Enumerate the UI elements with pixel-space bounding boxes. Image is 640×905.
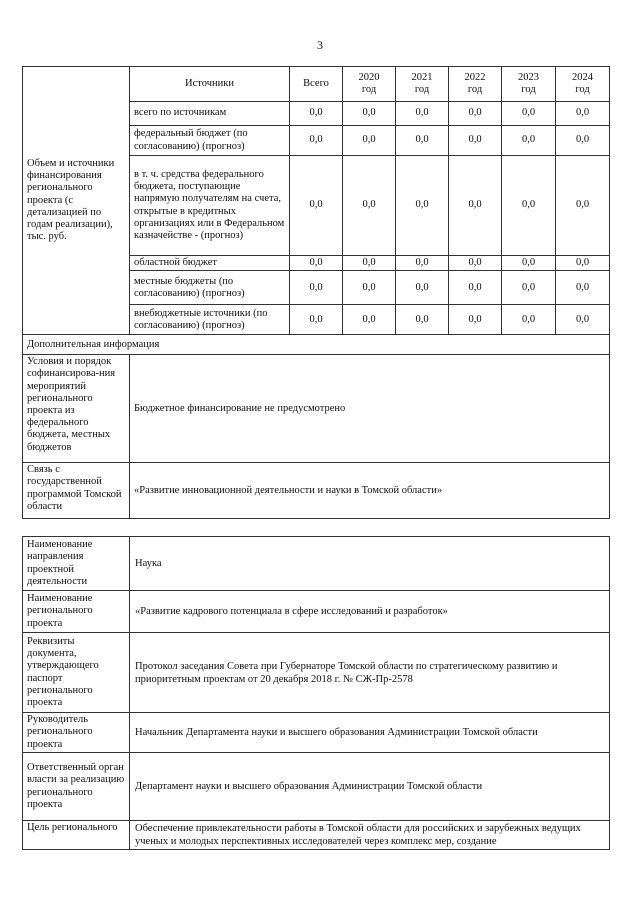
value-cell: 0,0 (449, 126, 502, 156)
table-row (23, 821, 610, 850)
table-row (23, 591, 610, 633)
table-row (23, 537, 610, 591)
table-row (23, 463, 610, 519)
additional-info-title: Дополнительная информация (23, 335, 610, 355)
page-number: 3 (317, 38, 323, 52)
goal-value: Обеспечение привлекательности работы в Томской области для российских и зарубежных ведущих ученых и молодых перспективных исследователей через комплекс мер, создание (130, 821, 610, 850)
document-label: Реквизиты документа, утверждающего паспорт регионального проекта (23, 633, 130, 713)
value-cell: 0,0 (502, 256, 556, 271)
value-cell: 0,0 (502, 156, 556, 256)
responsible-value: Департамент науки и высшего образования Администрации Томской области (130, 753, 610, 821)
financing-row-label: Объем и источники финансирования регионального проекта (с детализацией по годам реализации), тыс. руб. (23, 67, 130, 335)
value-cell: 0,0 (502, 305, 556, 335)
value-cell: 0,0 (449, 256, 502, 271)
value-cell: 0,0 (449, 271, 502, 305)
source-cell: областной бюджет (130, 256, 290, 271)
value-cell: 0,0 (396, 126, 449, 156)
value-cell: 0,0 (449, 156, 502, 256)
value-cell: 0,0 (556, 126, 610, 156)
cofinancing-value: Бюджетное финансирование не предусмотрено (130, 355, 610, 463)
header-year-2023: 2023 год (502, 67, 556, 102)
table-row (23, 355, 610, 463)
header-year-2021: 2021 год (396, 67, 449, 102)
header-year-2020: 2020 год (343, 67, 396, 102)
value-cell: 0,0 (556, 102, 610, 126)
project-passport-table (22, 536, 610, 850)
state-program-label: Связь с государственной программой Томской области (23, 463, 130, 519)
value-cell: 0,0 (396, 256, 449, 271)
value-cell: 0,0 (343, 256, 396, 271)
value-cell: 0,0 (449, 102, 502, 126)
value-cell: 0,0 (343, 271, 396, 305)
value-cell: 0,0 (556, 256, 610, 271)
value-cell: 0,0 (396, 271, 449, 305)
manager-value: Начальник Департамента науки и высшего образования Администрации Томской области (130, 713, 610, 753)
financing-table (22, 66, 610, 519)
goal-label: Цель регионального (23, 821, 130, 850)
table-row (23, 633, 610, 713)
financing-header-row (23, 67, 610, 102)
value-cell: 0,0 (343, 102, 396, 126)
source-cell: в т. ч. средства федерального бюджета, поступающие напрямую получателям на счета, открытые в кредитных организациях или в Федеральном казначействе - (прогноз) (130, 156, 290, 256)
project-name-value: «Развитие кадрового потенциала в сфере исследований и разработок» (130, 591, 610, 633)
value-cell: 0,0 (290, 156, 343, 256)
value-cell: 0,0 (290, 102, 343, 126)
value-cell: 0,0 (343, 156, 396, 256)
project-name-label: Наименование регионального проекта (23, 591, 130, 633)
document-value: Протокол заседания Совета при Губернаторе Томской области по стратегическому развитию и приоритетным проектам от 20 декабря 2018 г. № СЖ-Пр-2578 (130, 633, 610, 713)
value-cell: 0,0 (502, 271, 556, 305)
header-year-2022: 2022 год (449, 67, 502, 102)
value-cell: 0,0 (556, 156, 610, 256)
header-sources: Источники (130, 67, 290, 102)
source-cell: местные бюджеты (по согласованию) (прогноз) (130, 271, 290, 305)
table-row (23, 753, 610, 821)
state-program-value: «Развитие инновационной деятельности и науки в Томской области» (130, 463, 610, 519)
header-year-2024: 2024 год (556, 67, 610, 102)
value-cell: 0,0 (556, 271, 610, 305)
manager-label: Руководитель регионального проекта (23, 713, 130, 753)
table-row (23, 713, 610, 753)
header-total: Всего (290, 67, 343, 102)
cofinancing-label: Условия и порядок софинансирова-ния мероприятий регионального проекта из федерального бюджета, местных бюджетов (23, 355, 130, 463)
value-cell: 0,0 (343, 305, 396, 335)
value-cell: 0,0 (556, 305, 610, 335)
source-cell: федеральный бюджет (по согласованию) (прогноз) (130, 126, 290, 156)
value-cell: 0,0 (290, 305, 343, 335)
additional-info-row (23, 335, 610, 355)
value-cell: 0,0 (290, 271, 343, 305)
value-cell: 0,0 (343, 126, 396, 156)
value-cell: 0,0 (449, 305, 502, 335)
value-cell: 0,0 (502, 126, 556, 156)
source-cell: всего по источникам (130, 102, 290, 126)
direction-value: Наука (130, 537, 610, 591)
value-cell: 0,0 (502, 102, 556, 126)
value-cell: 0,0 (396, 156, 449, 256)
value-cell: 0,0 (396, 102, 449, 126)
value-cell: 0,0 (290, 126, 343, 156)
source-cell: внебюджетные источники (по согласованию) (прогноз) (130, 305, 290, 335)
direction-label: Наименование направления проектной деятельности (23, 537, 130, 591)
value-cell: 0,0 (290, 256, 343, 271)
responsible-label: Ответственный орган власти за реализацию регионального проекта (23, 753, 130, 821)
value-cell: 0,0 (396, 305, 449, 335)
